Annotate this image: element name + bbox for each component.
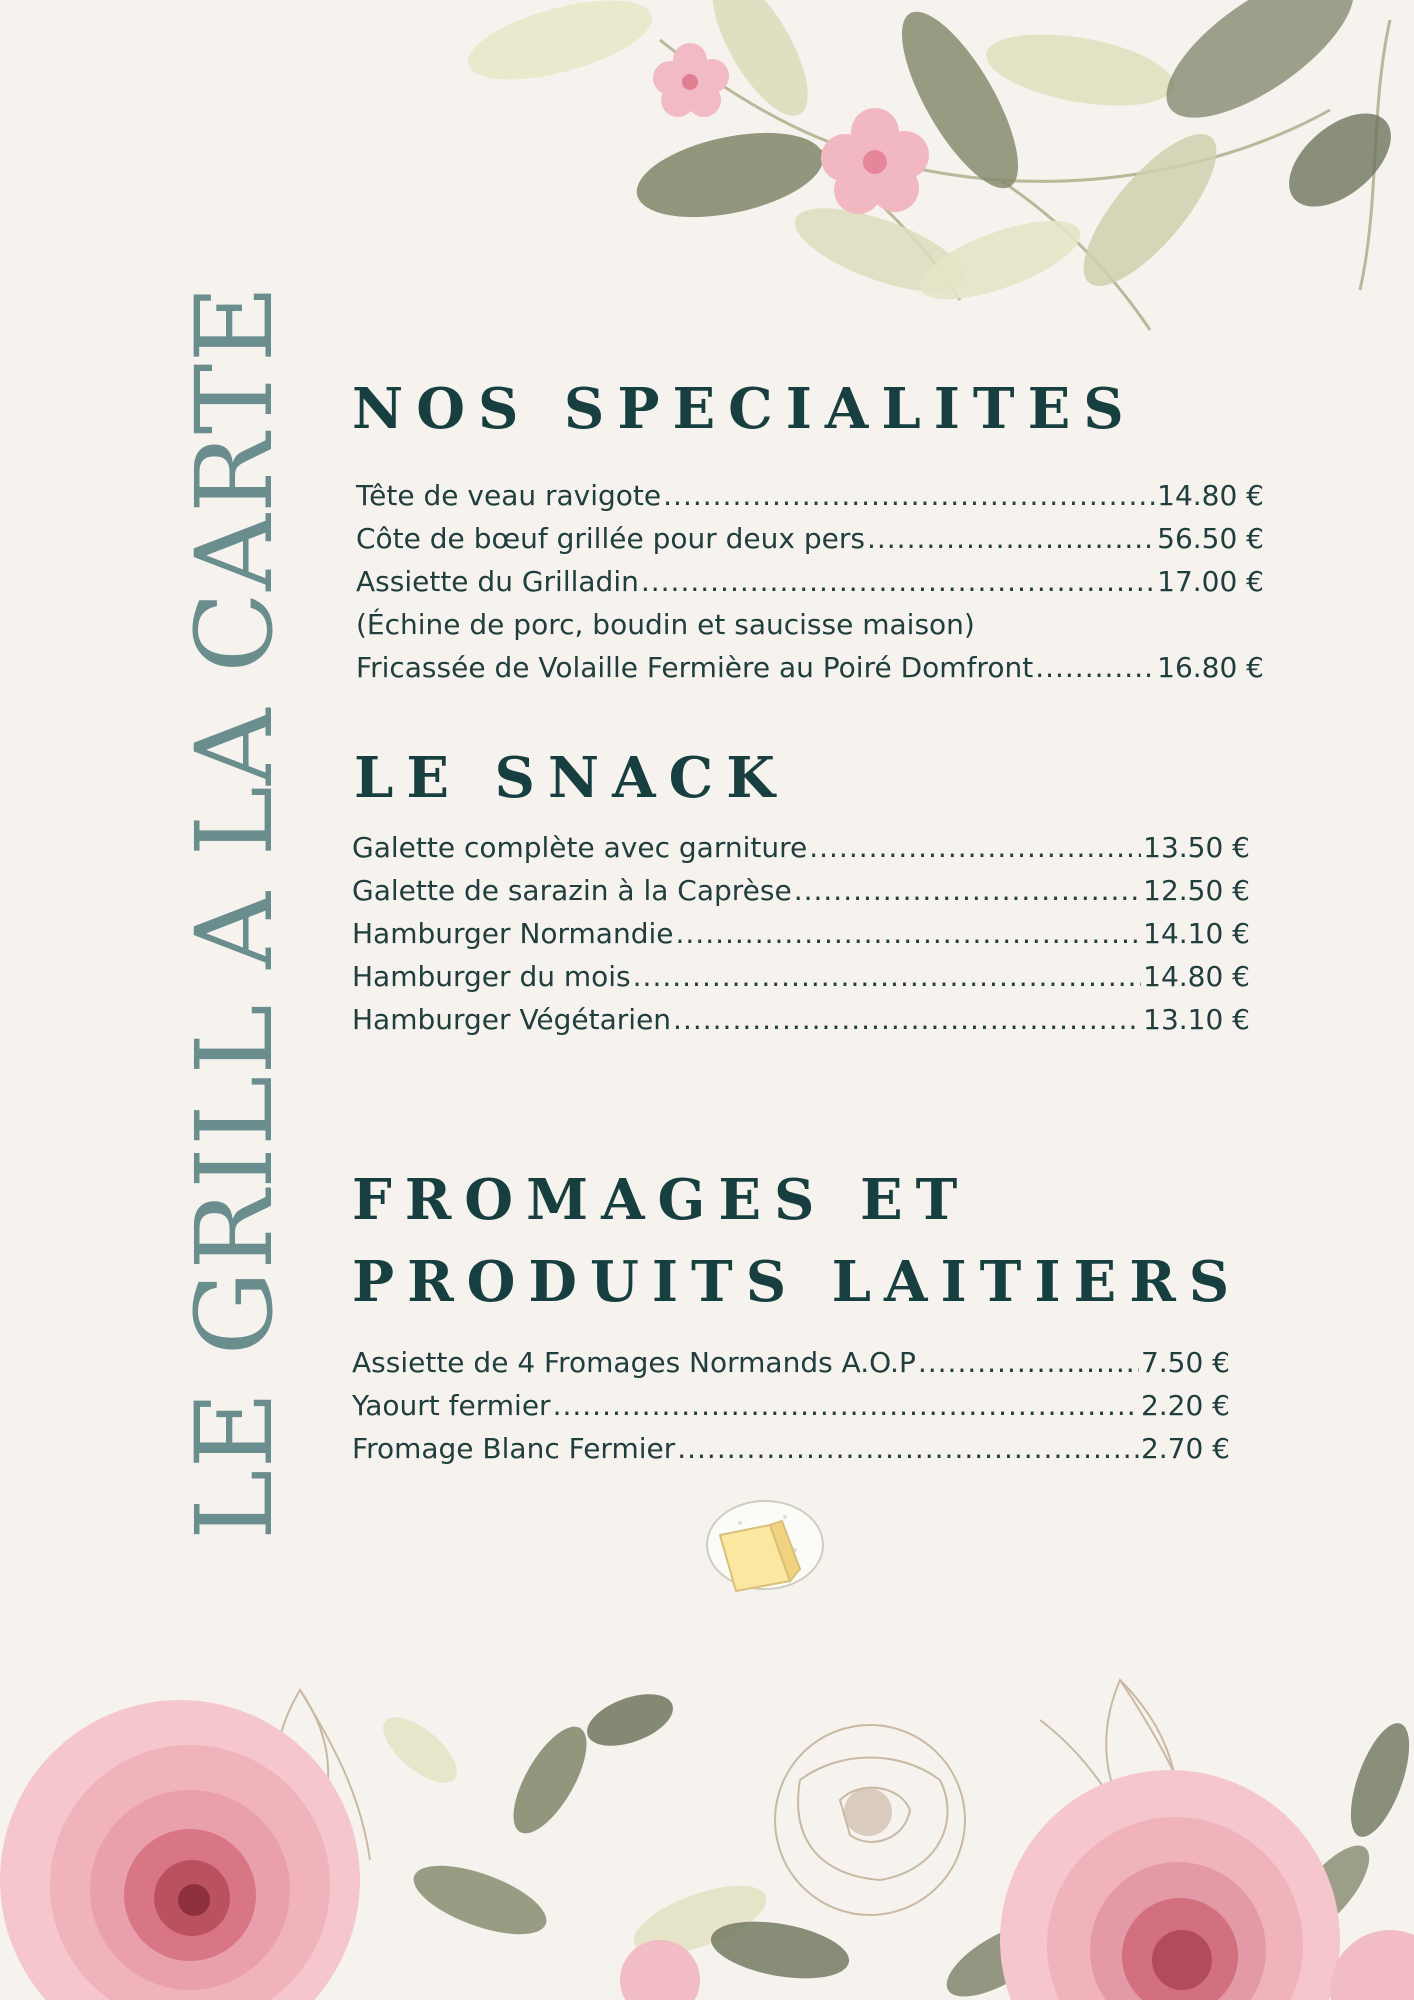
item-price: 12.50 €	[1143, 874, 1250, 907]
item-price: 14.10 €	[1143, 917, 1250, 950]
section-title-snack: LE SNACK	[354, 745, 788, 811]
menu-item	[356, 560, 1264, 603]
item-price: 14.80 €	[1143, 960, 1250, 993]
section-title-specialites: NOS SPECIALITES	[352, 376, 1137, 442]
item-name: Galette de sarazin à la Caprèse	[352, 874, 792, 907]
dot-leader	[663, 474, 1155, 517]
menu-list-fromages	[352, 1341, 1230, 1470]
item-name: Assiette de 4 Fromages Normands A.O.P	[352, 1346, 916, 1379]
menu-list-snack	[352, 826, 1250, 1041]
cheese-icon	[700, 1495, 830, 1605]
item-name: Fricassée de Volaille Fermière au Poiré Domfront	[356, 651, 1034, 684]
vertical-title: LE GRILL A LA CARTE	[173, 284, 296, 1540]
menu-item	[352, 1384, 1230, 1427]
item-description: (Échine de porc, boudin et saucisse maison)	[356, 608, 975, 641]
item-name: Hamburger Normandie	[352, 917, 674, 950]
item-price: 13.10 €	[1143, 1003, 1250, 1036]
roses-bottom-decoration	[0, 1660, 1414, 2000]
menu-item	[352, 826, 1250, 869]
menu-item	[352, 869, 1250, 912]
menu-list-specialites	[356, 474, 1264, 689]
item-price: 16.80 €	[1157, 651, 1264, 684]
menu-item	[352, 1427, 1230, 1470]
item-name: Hamburger Végétarien	[352, 1003, 672, 1036]
menu-item	[352, 998, 1250, 1041]
item-price: 56.50 €	[1157, 522, 1264, 555]
section-title-fromages-line2: PRODUITS LAITIERS	[352, 1249, 1243, 1315]
item-price: 2.70 €	[1140, 1432, 1230, 1465]
item-price: 2.20 €	[1140, 1389, 1230, 1422]
menu-item	[352, 912, 1250, 955]
dot-leader	[633, 955, 1141, 998]
dot-leader	[867, 517, 1155, 560]
item-price: 14.80 €	[1157, 479, 1264, 512]
dot-leader	[676, 912, 1142, 955]
menu-item	[352, 1341, 1230, 1384]
item-price: 17.00 €	[1157, 565, 1264, 598]
item-name: Yaourt fermier	[352, 1389, 551, 1422]
item-price: 13.50 €	[1143, 831, 1250, 864]
menu-item	[356, 474, 1264, 517]
dot-leader	[677, 1427, 1139, 1470]
dot-leader	[673, 998, 1141, 1041]
dot-leader	[794, 869, 1141, 912]
menu-item	[352, 955, 1250, 998]
dot-leader	[553, 1384, 1139, 1427]
item-name: Galette complète avec garniture	[352, 831, 808, 864]
item-price: 7.50 €	[1140, 1346, 1230, 1379]
menu-item	[356, 646, 1264, 689]
dot-leader	[641, 560, 1155, 603]
item-name: Fromage Blanc Fermier	[352, 1432, 676, 1465]
item-name: Hamburger du mois	[352, 960, 631, 993]
item-name: Tête de veau ravigote	[356, 479, 662, 512]
dot-leader	[918, 1341, 1139, 1384]
dot-leader	[809, 826, 1141, 869]
dot-leader	[1035, 646, 1155, 689]
item-name: Assiette du Grilladin	[356, 565, 639, 598]
section-title-fromages-line1: FROMAGES ET	[352, 1167, 971, 1233]
item-name: Côte de bœuf grillée pour deux pers	[356, 522, 865, 555]
menu-item	[356, 517, 1264, 560]
